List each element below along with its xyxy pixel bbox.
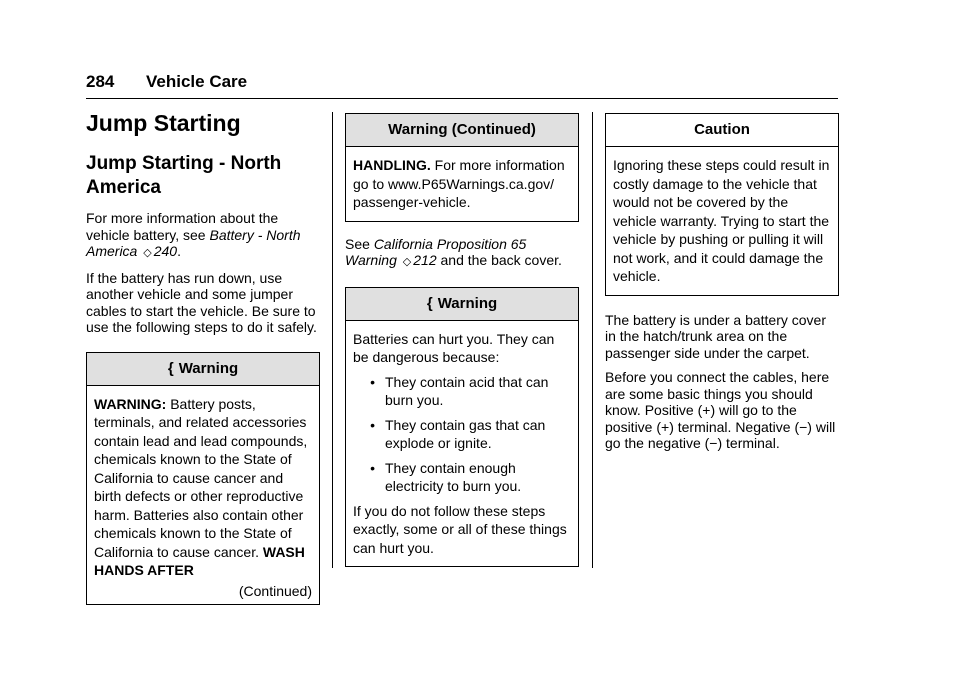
caution-box xyxy=(605,113,839,296)
battery-reference-paragraph xyxy=(86,210,320,262)
warning-icon: { xyxy=(167,359,174,377)
warning-lead: WARNING: xyxy=(94,395,167,412)
see-reference-paragraph xyxy=(345,236,579,271)
list-item-text: They contain gas that can explode or ignite. xyxy=(385,416,546,451)
warning-continued-lead: HANDLING. xyxy=(353,157,431,173)
warning-continued-header: Warning (Continued) xyxy=(346,114,578,147)
column-2 xyxy=(345,113,579,567)
para-text: For more information about the vehicle battery, see xyxy=(86,210,279,243)
caution-header: Caution xyxy=(606,114,838,147)
warning-icon: { xyxy=(426,294,433,312)
warning-body xyxy=(346,321,578,567)
warning-body xyxy=(87,386,319,605)
warning-continued-text: For more information go to www.P65Warnings.ca.gov/ passenger-vehicle. xyxy=(353,157,565,210)
section-title: Vehicle Care xyxy=(146,72,248,91)
bullet-icon: • xyxy=(370,373,375,390)
column-1 xyxy=(86,108,320,605)
continued-label: (Continued) xyxy=(238,582,312,599)
warning-header xyxy=(346,288,578,321)
list-item xyxy=(353,459,571,496)
caution-body: Ignoring these steps could result in costly damage to the vehicle that would not be covered by the vehicle warranty. Trying to start the vehicle by pushing or pulling it will not work, and it could damage the vehicle. xyxy=(613,157,830,284)
battery-page-ref[interactable]: 240 xyxy=(153,243,178,259)
prop65-page-ref[interactable]: 212 xyxy=(413,252,437,268)
bullet-icon: • xyxy=(370,459,375,476)
warning-text: Battery posts, terminals, and related accessories contain lead and lead compounds, chemicals known to the State of California to cause cancer and birth defects or other reproductive harm. Batteries also contain other chemicals known to the State of California to cause cancer. xyxy=(94,395,308,560)
page-ref-icon: ◇ xyxy=(402,256,412,268)
warning-box-continued xyxy=(345,113,579,222)
list-item xyxy=(353,373,571,410)
cable-basics-paragraph: Before you connect the cables, here are some basic things you should know. Positive (+) will go to the positive (+) terminal. Negative (−) will go the negative (−) terminal. xyxy=(605,369,836,451)
prop65-link[interactable]: California Proposition 65 Warning xyxy=(345,235,527,268)
page-header xyxy=(86,72,247,92)
warning-box-lead xyxy=(86,352,320,606)
para-text: See xyxy=(345,235,374,252)
warning-title: Warning xyxy=(178,359,239,377)
list-item-text: They contain enough electricity to burn you. xyxy=(385,459,522,494)
list-item xyxy=(353,416,571,453)
header-rule xyxy=(86,98,838,99)
warning-title: Warning xyxy=(437,294,498,312)
battery-link[interactable]: Battery - North America xyxy=(86,226,301,259)
para-text: and the back cover. xyxy=(436,252,562,268)
column-divider-1 xyxy=(332,112,333,568)
list-item-text: They contain acid that can burn you. xyxy=(385,373,549,408)
column-divider-2 xyxy=(592,112,593,568)
page-number: 284 xyxy=(86,72,115,91)
page-title: Jump Starting xyxy=(86,110,241,136)
warning-tail: WASH HANDS AFTER xyxy=(94,543,305,578)
bullet-icon: • xyxy=(370,416,375,433)
column-3 xyxy=(605,113,839,460)
warning-continued-body xyxy=(346,147,578,221)
subsection-title: Jump Starting - North America xyxy=(86,153,282,198)
warning-outro: If you do not follow these steps exactly, some or all of these things can hurt you. xyxy=(353,502,567,556)
warning-intro: Batteries can hurt you. They can be dangerous because: xyxy=(353,330,555,365)
para-text: . xyxy=(177,243,181,259)
page-ref-icon: ◇ xyxy=(143,247,152,259)
battery-location-paragraph: The battery is under a battery cover in the hatch/trunk area on the passenger side under the carpet. xyxy=(605,311,826,361)
warning-header xyxy=(87,353,319,386)
intro-paragraph: If the battery has run down, use another vehicle and some jumper cables to start the vehicle. Be sure to use the following steps to do it safely. xyxy=(86,269,317,335)
warning-box-batteries xyxy=(345,287,579,568)
